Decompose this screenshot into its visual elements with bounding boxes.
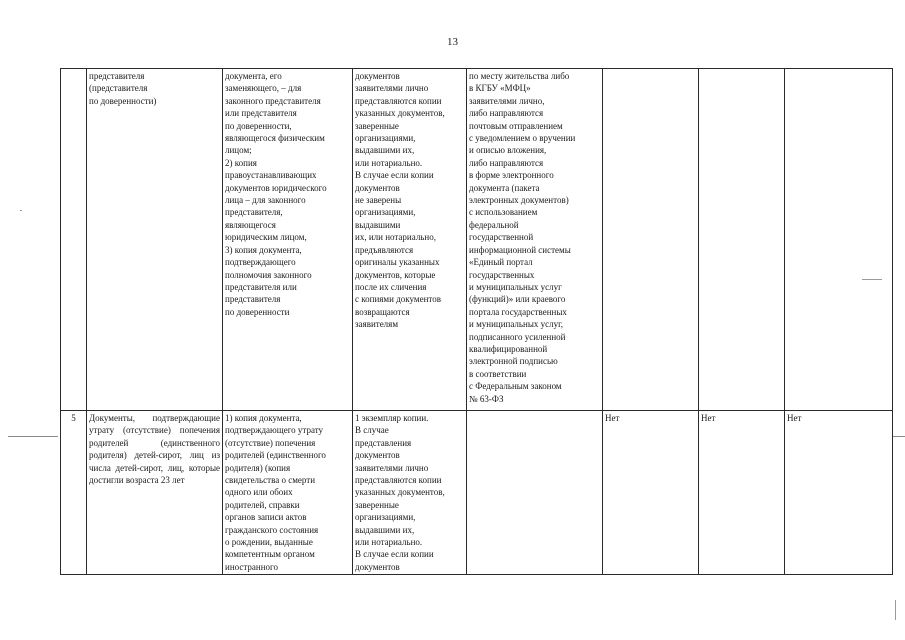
scan-margin-mark-right (893, 436, 905, 437)
page-number: 13 (447, 36, 458, 48)
row-number-cell: 5 (61, 411, 87, 575)
document-name-cell: представителя (представителя по доверенности) (87, 69, 223, 411)
column-7-cell (699, 69, 785, 411)
scan-dot (862, 279, 882, 280)
row-number-cell (61, 69, 87, 411)
column-6-cell (603, 69, 699, 411)
copies-cell: 1 экземпляр копии. В случае представления документов заявителями лично представляются копии указанных документов, заверенные организациями, выдавшими их, или нотариально. В случае если копии документов (353, 411, 467, 575)
documents-list-cell: документа, его заменяющего, – для законного представителя или представителя по доверенности, являющегося физическим лицом; 2) копия правоустанавливающих документов юридического лица – для законного представителя, являющегося юридическим лицом, 3) копия документа, подтверждающего полномочия законного представителя или представителя по доверенности (223, 69, 353, 411)
submission-cell (467, 411, 603, 575)
column-8-cell: Нет (785, 411, 893, 575)
document-table (60, 68, 893, 575)
document-name-cell: Документы, подтверждающие утрату (отсутствие) попечения родителей (единственного родителя) детей-сирот, лиц из числа детей-сирот, лиц, которые достигли возраста 23 лет (87, 411, 223, 575)
scan-dot (895, 600, 896, 620)
documents-list-cell: 1) копия документа, подтверждающего утрату (отсутствие) попечения родителей (единственного родителя) (копия свидетельства о смерти одного или обоих родителей, справки органов записи актов гражданского состояния о рождении, выданные компетентным органом иностранного (223, 411, 353, 575)
column-8-cell (785, 69, 893, 411)
scan-dot (20, 210, 22, 211)
copies-cell: документов заявителями лично представляются копии указанных документов, заверенные организациями, выдавшими их, или нотариально. В случае если копии документов не заверены организациями, выдавшими их, или нотариально, предъявляются оригиналы указанных документов, которые после их сличения с копиями документов возвращаются заявителям (353, 69, 467, 411)
table-row (61, 69, 893, 411)
scan-margin-mark-left (8, 436, 58, 437)
column-7-cell: Нет (699, 411, 785, 575)
table-row (61, 411, 893, 575)
column-6-cell: Нет (603, 411, 699, 575)
submission-cell: по месту жительства либо в КГБУ «МФЦ» заявителями лично, либо направляются почтовым отправлением с уведомлением о вручении и описью вложения, либо направляются в форме электронного документа (пакета электронных документов) с использованием федеральной государственной информационной системы «Единый портал государственных и муниципальных услуг (функций)» или краевого портала государственных и муниципальных услуг, подписанного усиленной квалифицированной электронной подписью в соответствии с Федеральным законом № 63-ФЗ (467, 69, 603, 411)
